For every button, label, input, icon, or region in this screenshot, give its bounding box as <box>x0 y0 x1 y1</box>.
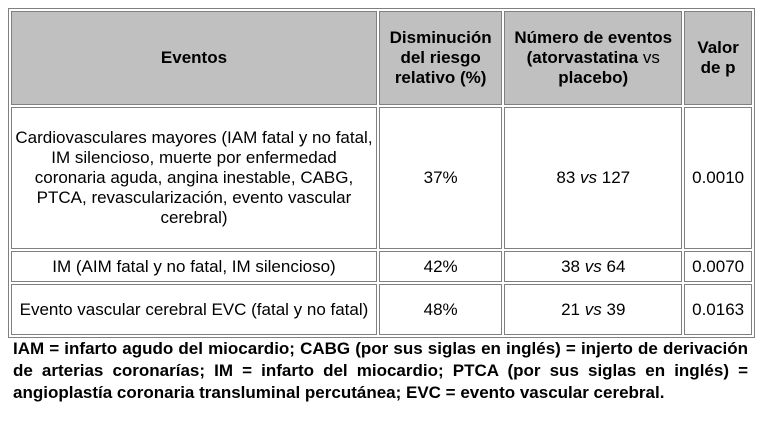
header-p-value: Valor de p <box>684 11 752 105</box>
table-row <box>11 284 752 335</box>
p-value-cell: 0.0010 <box>684 107 752 249</box>
p-value-cell: 0.0070 <box>684 251 752 282</box>
vs-label: vs <box>580 168 598 187</box>
event-count-cell <box>504 251 682 282</box>
event-cell: Cardiovasculares mayores (IAM fatal y no fatal, IM silencioso, muerte por enfermedad coronaria aguda, angina inestable, CABG, PTCA, revascularización, evento vascular cerebral) <box>11 107 377 249</box>
placebo-count: 64 <box>606 256 626 276</box>
events-table <box>8 8 755 338</box>
vs-label: vs <box>584 256 602 276</box>
rrr-cell: 48% <box>379 284 502 335</box>
placebo-count: 127 <box>601 168 631 187</box>
event-cell: IM (AIM fatal y no fatal, IM silencioso) <box>11 251 377 282</box>
header-row <box>11 11 752 105</box>
placebo-count: 39 <box>606 299 626 319</box>
atorvastatina-count: 83 <box>556 168 576 187</box>
footnote: IAM = infarto agudo del miocardio; CABG (por sus siglas en inglés) = injerto de derivación de arterias coronarías; IM = infarto del miocardio; PTCA (por sus siglas en inglés) = angioplastía coronaria transluminal percutánea; EVC = evento vascular cerebral. <box>13 339 748 402</box>
vs-label: vs <box>584 299 602 319</box>
atorvastatina-count: 38 <box>561 256 581 276</box>
atorvastatina-count: 21 <box>561 299 581 319</box>
header-rrr: Disminución del riesgo relativo (%) <box>379 11 502 105</box>
rrr-cell: 42% <box>379 251 502 282</box>
header-number-of-events <box>504 11 682 105</box>
header-number-prefix: Número de eventos (atorvastatina <box>514 28 673 67</box>
table-row <box>11 107 752 249</box>
header-number-vs: vs <box>642 48 660 67</box>
p-value-cell: 0.0163 <box>684 284 752 335</box>
event-cell: Evento vascular cerebral EVC (fatal y no fatal) <box>11 284 377 335</box>
table-row <box>11 251 752 282</box>
header-number-suffix: placebo) <box>558 68 629 87</box>
event-count-cell <box>504 107 682 249</box>
header-events: Eventos <box>11 11 377 105</box>
rrr-cell: 37% <box>379 107 502 249</box>
event-count-cell <box>504 284 682 335</box>
